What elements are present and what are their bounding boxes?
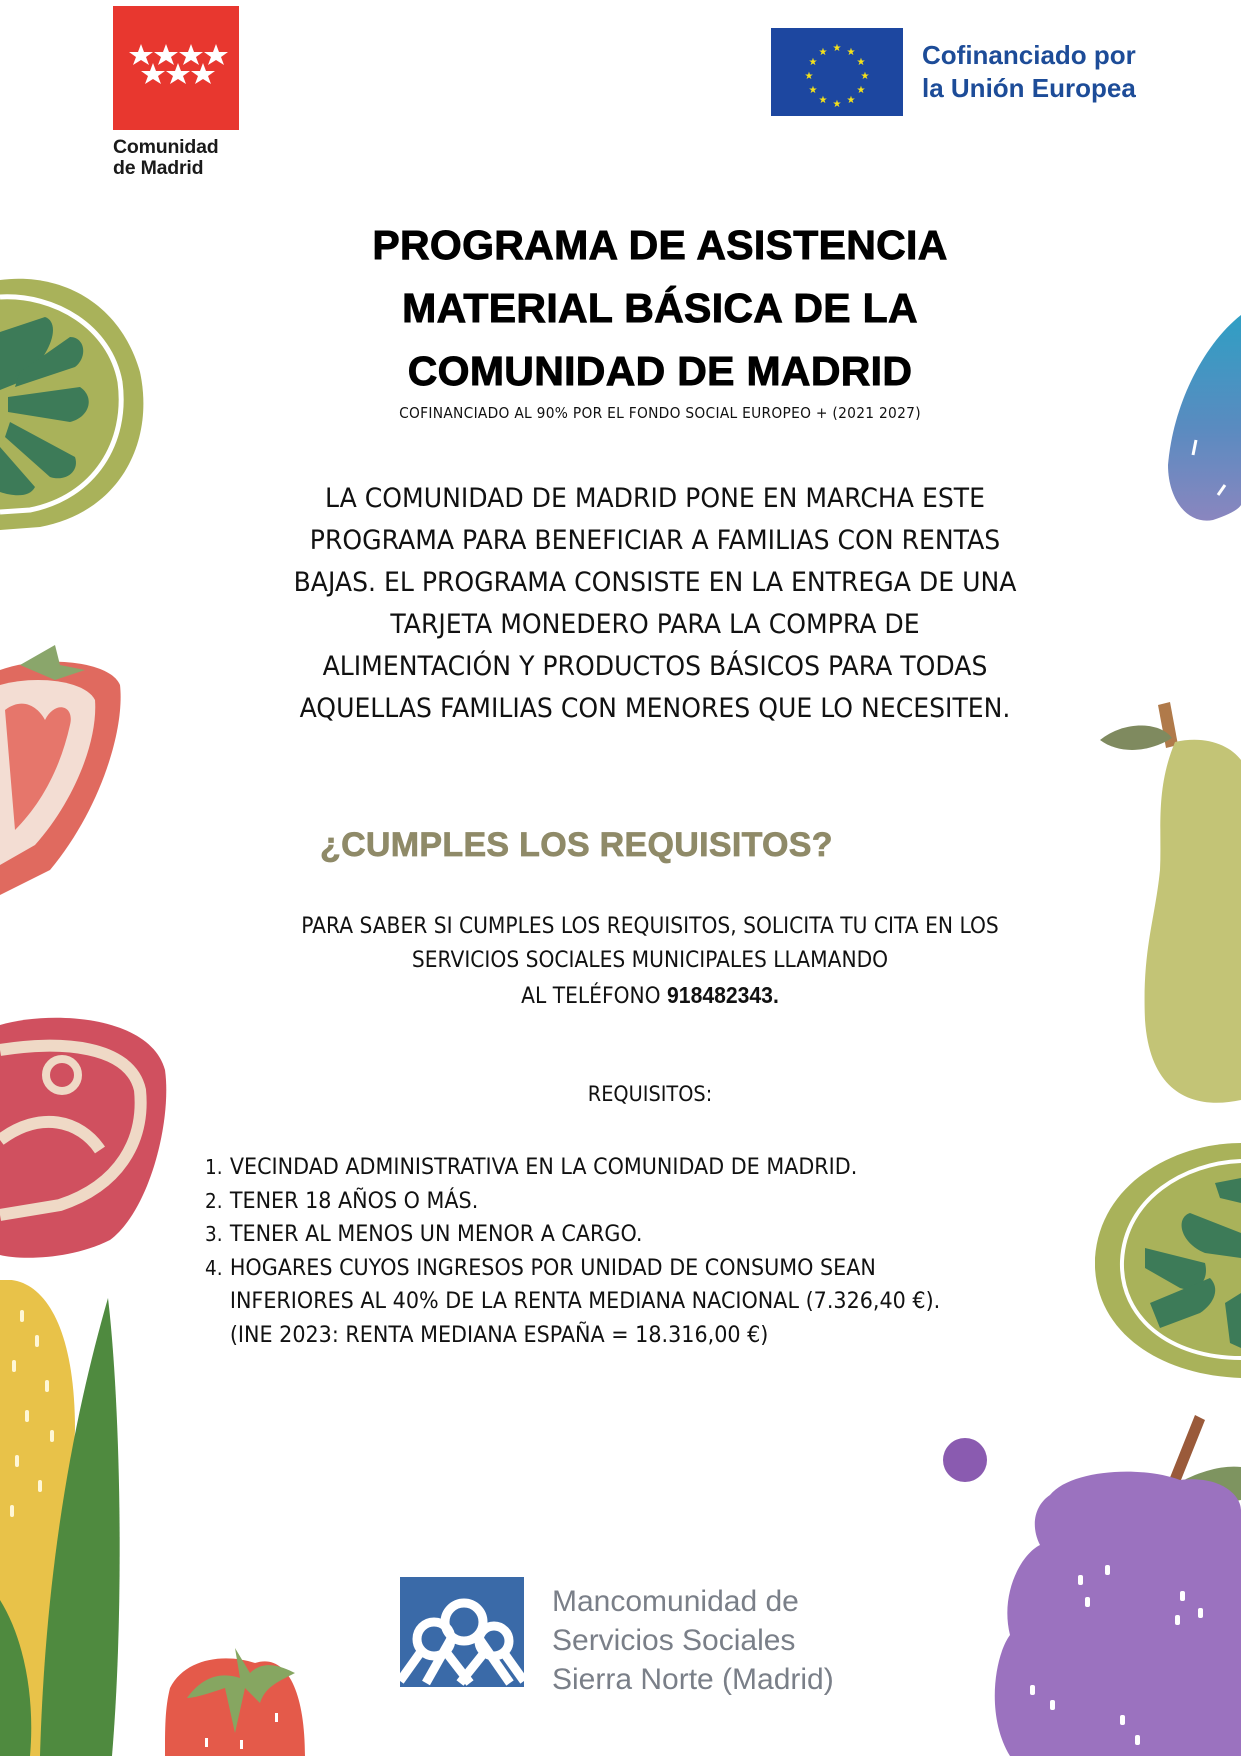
- svg-text:★: ★: [860, 71, 870, 82]
- intro-line: AQUELLAS FAMILIAS CON MENORES QUE LO NECESITEN.: [299, 693, 1011, 724]
- intro-paragraph: [223, 478, 1088, 730]
- intro-line: LA COMUNIDAD DE MADRID PONE EN MARCHA ESTE: [325, 483, 985, 514]
- list-item-number: 4.: [205, 1255, 223, 1280]
- pear-icon: [1100, 690, 1241, 1110]
- cm-logo-line1: Comunidad: [113, 136, 219, 158]
- svg-text:★: ★: [808, 85, 818, 96]
- lime-slice-right-icon: [1095, 1143, 1241, 1378]
- cm-logo-line2: de Madrid: [113, 157, 204, 179]
- intro-line: PROGRAMA PARA BENEFICIAR A FAMILIAS CON RENTAS: [309, 525, 1001, 556]
- eu-logo-line1: Cofinanciado por: [922, 40, 1136, 70]
- title-line-3: COMUNIDAD DE MADRID: [407, 348, 913, 394]
- svg-text:★: ★: [846, 47, 856, 58]
- corn-icon: [0, 1280, 130, 1756]
- strawberry-icon: [165, 1628, 305, 1756]
- title-line-1: PROGRAMA DE ASISTENCIA: [372, 222, 948, 268]
- eu-flag-icon: [771, 28, 903, 116]
- phone-number[interactable]: 918482343.: [667, 982, 779, 1008]
- plum-icon: [1168, 315, 1241, 525]
- mancomunidad-line3: Sierra Norte (Madrid): [552, 1663, 834, 1696]
- contact-line-3: [245, 978, 1055, 1014]
- intro-line: TARJETA MONEDERO PARA LA COMPRA DE: [390, 609, 920, 640]
- mancomunidad-logo: [400, 1577, 834, 1699]
- svg-text:★: ★: [804, 71, 814, 82]
- contact-line-2: SERVICIOS SOCIALES MUNICIPALES LLAMANDO: [411, 948, 889, 973]
- intro-line: ALIMENTACIÓN Y PRODUCTOS BÁSICOS PARA TODAS: [322, 651, 988, 682]
- grapes-icon: [940, 1415, 1241, 1756]
- list-item-text: INFERIORES AL 40% DE LA RENTA MEDIANA NACIONAL (7.326,40 €).: [229, 1288, 941, 1314]
- svg-text:★: ★: [856, 85, 866, 96]
- list-item-number: 1.: [205, 1155, 223, 1179]
- people-circles-icon: [400, 1577, 524, 1687]
- svg-text:★: ★: [808, 57, 818, 68]
- svg-text:★: ★: [818, 95, 828, 106]
- svg-text:★: ★: [846, 95, 856, 106]
- requirements-label: REQUISITOS:: [587, 1082, 713, 1106]
- list-item-text: (INE 2023: RENTA MEDIANA ESPAÑA = 18.316,00 €): [229, 1321, 769, 1348]
- svg-text:★: ★: [856, 57, 866, 68]
- phone-prefix: AL TELÉFONO: [521, 984, 668, 1009]
- list-item: [205, 1252, 1033, 1353]
- requirements-list: [205, 1151, 1033, 1352]
- steak-icon: [0, 1010, 170, 1260]
- comunidad-de-madrid-logo: [113, 6, 239, 179]
- list-item-text: HOGARES CUYOS INGRESOS POR UNIDAD DE CONSUMO SEAN: [229, 1254, 876, 1281]
- svg-text:★: ★: [832, 99, 842, 110]
- madrid-flag-icon: [113, 6, 239, 130]
- list-item-number: 2.: [205, 1188, 223, 1213]
- list-item: [205, 1151, 1033, 1185]
- eu-logo-line2: la Unión Europea: [922, 73, 1136, 103]
- list-item-text: TENER AL MENOS UN MENOR A CARGO.: [229, 1221, 643, 1247]
- cofinancing-subtitle: COFINANCIADO AL 90% POR EL FONDO SOCIAL EUROPEO + (2021 2027): [399, 404, 921, 422]
- lime-slice-icon: [0, 272, 150, 532]
- svg-text:★: ★: [818, 47, 828, 58]
- mancomunidad-line1: Mancomunidad de: [552, 1585, 799, 1618]
- eu-cofinancing-logo: [771, 28, 1136, 116]
- requirements-heading: ¿CUMPLES LOS REQUISITOS?: [320, 826, 833, 864]
- mancomunidad-line2: Servicios Sociales: [552, 1624, 796, 1657]
- page-title: [250, 214, 1070, 403]
- list-item-text: VECINDAD ADMINISTRATIVA EN LA COMUNIDAD DE MADRID.: [229, 1154, 858, 1180]
- svg-text:★: ★: [832, 43, 842, 54]
- contact-line-1: PARA SABER SI CUMPLES LOS REQUISITOS, SOLICITA TU CITA EN LOS: [301, 914, 999, 939]
- intro-line: BAJAS. EL PROGRAMA CONSISTE EN LA ENTREGA DE UNA: [293, 567, 1017, 598]
- list-item: [205, 1218, 1033, 1252]
- title-line-2: MATERIAL BÁSICA DE LA: [402, 285, 918, 331]
- contact-instructions: [245, 910, 1055, 1014]
- strawberry-half-icon: [0, 640, 125, 900]
- list-item-number: 3.: [205, 1222, 223, 1246]
- list-item-text: TENER 18 AÑOS O MÁS.: [229, 1187, 479, 1214]
- list-item: [205, 1185, 1033, 1219]
